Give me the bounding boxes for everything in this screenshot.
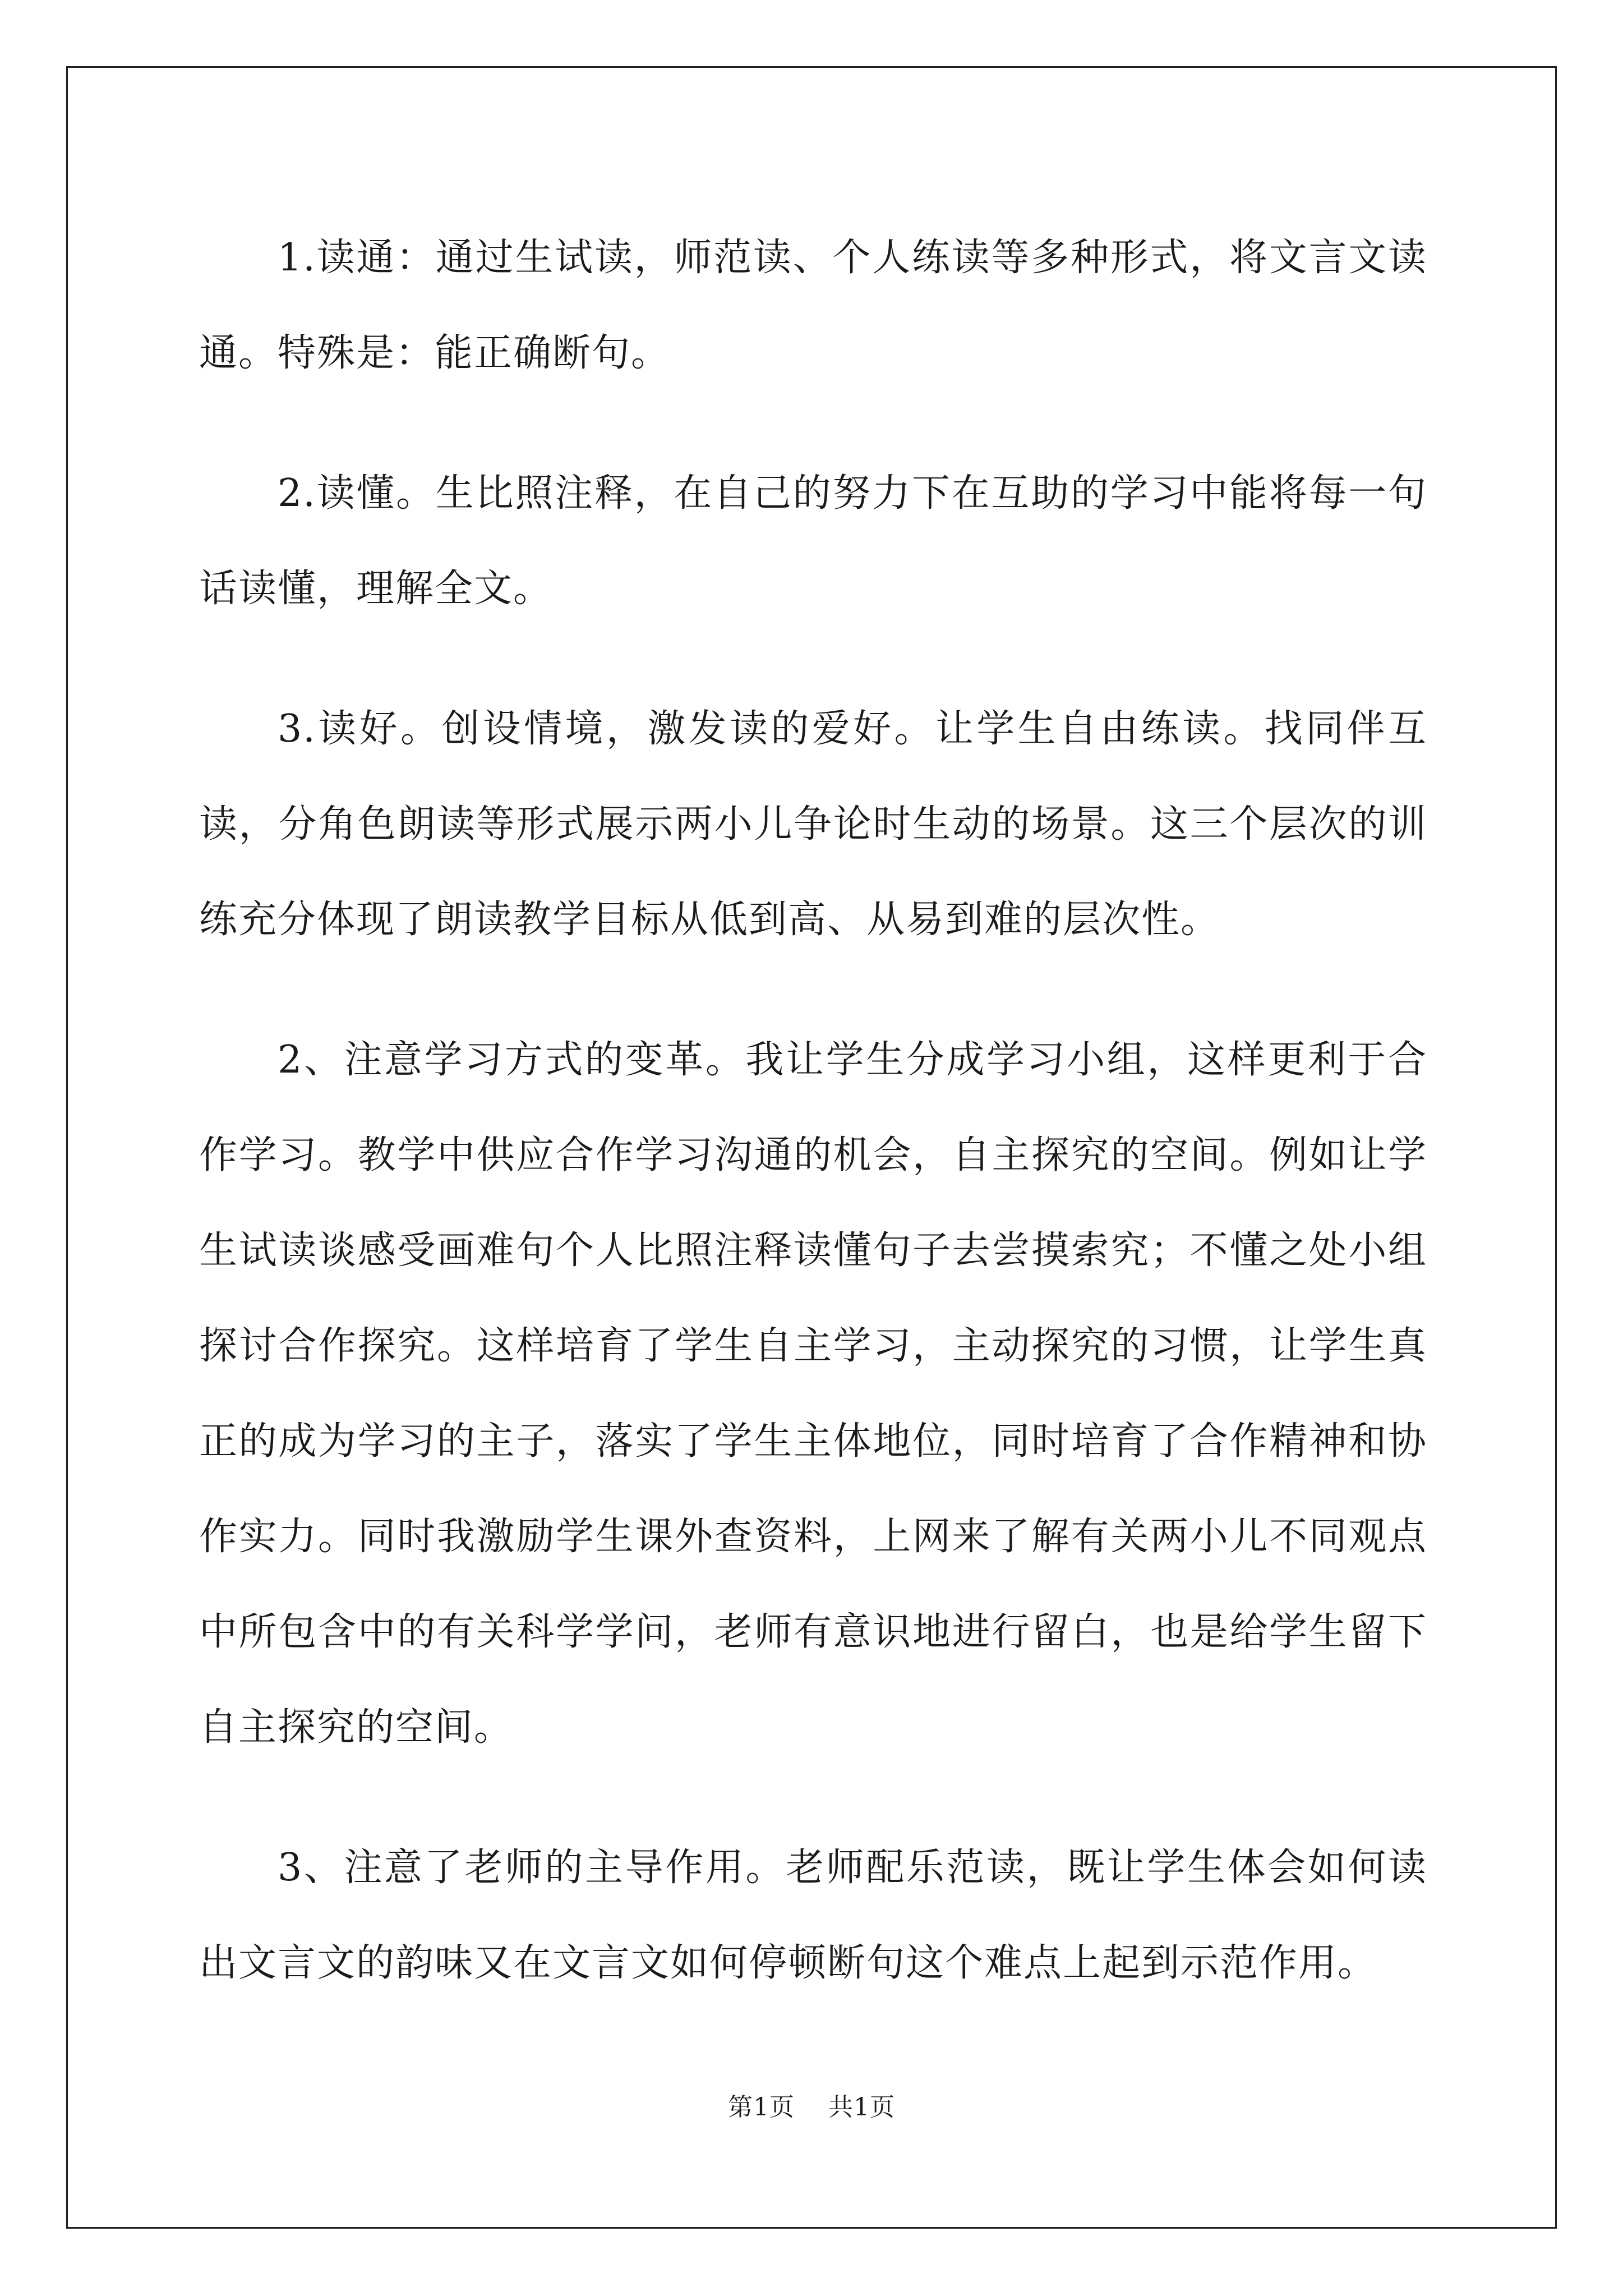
page-footer [0,2087,1623,2123]
page-total: 共1页 [828,2093,895,2122]
paragraph-read-through: 1.读通：通过生试读，师范读、个人练读等多种形式，将文言文读通。特殊是：能正确断句。 [199,236,1427,375]
paragraph-teacher-role: 3、注意了老师的主导作用。老师配乐范读，既让学生体会如何读出文言文的韵味又在文言文如何停顿断句这个难点上起到示范作用。 [199,1846,1427,1985]
paragraph-read-understand: 2.读懂。生比照注释，在自己的努力下在互助的学习中能将每一句话读懂，理解全文。 [199,471,1427,611]
document-body [199,210,1427,2056]
page-number: 第1页 [728,2093,795,2122]
paragraph-read-well: 3.读好。创设情境，激发读的爱好。让学生自由练读。找同伴互读，分角色朗读等形式展示两小儿争论时生动的场景。这三个层次的训练充分体现了朗读教学目标从低到高、从易到难的层次性。 [199,707,1427,942]
paragraph-learning-methods: 2、注意学习方式的变革。我让学生分成学习小组，这样更利于合作学习。教学中供应合作学习沟通的机会，自主探究的空间。例如让学生试读谈感受画难句个人比照注释读懂句子去尝摸索究；不懂之处小组探讨合作探究。这样培育了学生自主学习，主动探究的习惯，让学生真正的成为学习的主子，落实了学生主体地位，同时培育了合作精神和协作实力。同时我激励学生课外查资料，上网来了解有关两小儿不同观点中所包含中的有关科学学问，老师有意识地进行留白，也是给学生留下自主探究的空间。 [199,1038,1427,1750]
